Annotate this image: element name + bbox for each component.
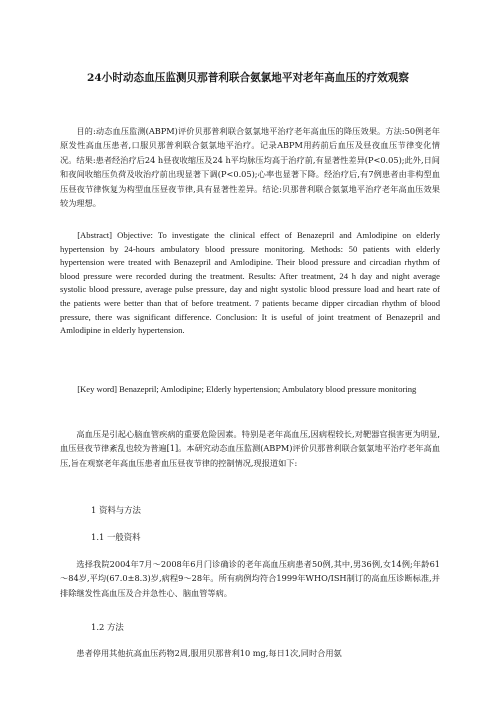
abstract-english: [Abstract] Objective: To investigate the clinical effect of Benazepril and Amlodipine on elderly hypertension by 24-hours ambulatory blood pressure monitoring. Methods: 50 patients with elderly hypertension were treated with Benazepril and Amlodipine. Their blood pressure and circadian rhythm of blood pressure were recorded during the treatment. Results: After treatment, 24 h day and night average systolic blood pressure, average pulse pressure, day and night systolic blood pressure load and heart rate of the patients were better than that of before treatment. 7 patients became dipper circadian rhythm of blood pressure, there was significant difference. Conclusion: It is useful of joint treatment of Benazepril and Amlodipine in elderly hypertension. — [60, 230, 440, 336]
introduction-paragraph: 高血压是引起心脑血管疾病的重要危险因素。特别是老年高血压,因病程较长,对靶器官损害更为明显,血压昼夜节律紊乱也较为普遍[1]。本研究动态血压监测(ABPM)评价贝那普利联合氨氯地平治疗老年高血压,旨在观察老年高血压患者血压昼夜节律的控制情况,现报道如下: — [60, 429, 440, 468]
keywords: [Key word] Benazepril; Amlodipine; Elderly hypertension; Ambulatory blood pressure monitoring — [77, 384, 417, 394]
paragraph-methods: 患者停用其他抗高血压药物2周,服用贝那普利10 mg,每日1次,同时合用氨 — [76, 648, 342, 658]
section-heading-1-1: 1.1 一般资料 — [91, 532, 141, 542]
paper-title: 24小时动态血压监测贝那普利联合氨氯地平对老年高血压的疗效观察 — [87, 72, 409, 84]
section-heading-1-2: 1.2 方法 — [91, 622, 124, 632]
abstract-chinese: 目的:动态血压监测(ABPM)评价贝那普利联合氨氯地平治疗老年高血压的降压效果。方法:50例老年原发性高血压患者,口服贝那普利联合氨氯地平治疗。记录ABPM用药前后血压及昼夜血压节律变化情况。结果:患者经治疗后24 h昼夜收缩压及24 h平均脉压均高于治疗前,有显著性差异(P<0.05);此外,日间和夜间收缩压负荷及收治疗前出现显著下调(P<0.05);心率也显著下降。经治疗后,有7例患者由非构型血压昼夜节律恢复为构型血压昼夜节律,具有显著性差异。结论:贝那普利联合氨氯地平治疗老年高血压效果较为理想。 — [60, 126, 440, 209]
section-heading-1: 1 资料与方法 — [91, 505, 141, 515]
paragraph-general-data: 选择我院2004年7月～2008年6月门诊确诊的老年高血压病患者50例,其中,男36例,女14例;年龄61～84岁,平均(67.0±8.3)岁,病程9～28年。所有病例均符合1999年WHO/ISH制订的高血压诊断标准,并排除继发性高血压及合并急性心、脑血管等病。 — [60, 559, 440, 598]
